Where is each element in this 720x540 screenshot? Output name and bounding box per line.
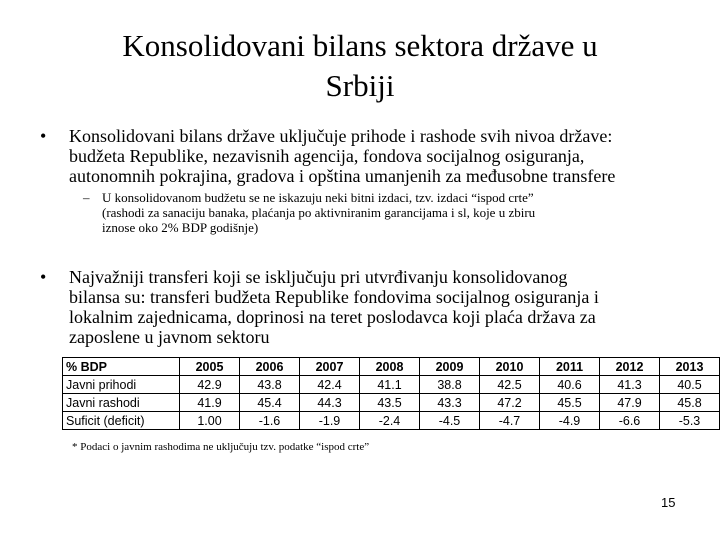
table-row	[63, 412, 720, 430]
table-cell: 44.3	[300, 394, 360, 412]
bullet-consolidated-balance	[40, 126, 680, 186]
year-header: 2010	[480, 358, 540, 376]
slide-title	[60, 26, 660, 106]
table-cell: 38.8	[420, 376, 480, 394]
table-cell: -1.9	[300, 412, 360, 430]
bullet-excluded-transfers	[40, 267, 680, 347]
year-header: 2008	[360, 358, 420, 376]
subbullet-line: iznose oko 2% BDP godišnje)	[102, 220, 259, 235]
subbullet-below-the-line	[83, 190, 683, 235]
year-header: 2005	[180, 358, 240, 376]
slide-title-line-2: Srbiji	[325, 68, 395, 103]
bullet-text	[69, 126, 680, 186]
table-cell: 45.8	[660, 394, 720, 412]
bullet-line: bilansa su: transferi budžeta Republike fondovima socijalnog osiguranja i	[69, 287, 599, 307]
table-cell: -6.6	[600, 412, 660, 430]
bullet-line: lokalnim zajednicama, doprinosi na teret poslodavca koji plaća država za	[69, 307, 596, 327]
bullet-line: budžeta Republike, nezavisnih agencija, fondova socijalnog osiguranja,	[69, 146, 585, 166]
table-cell: 45.4	[240, 394, 300, 412]
gdp-balance-table	[62, 357, 720, 430]
year-header: 2012	[600, 358, 660, 376]
table-cell: 42.4	[300, 376, 360, 394]
bullet-marker: •	[40, 267, 47, 287]
table-cell: 43.3	[420, 394, 480, 412]
table-row	[63, 376, 720, 394]
table-cell: 42.5	[480, 376, 540, 394]
year-header: 2009	[420, 358, 480, 376]
bullet-line: autonomnih pokrajina, gradova i opština umanjenih za međusobne transfere	[69, 166, 616, 186]
table-cell: -4.5	[420, 412, 480, 430]
table-cell: 41.1	[360, 376, 420, 394]
table-row	[63, 394, 720, 412]
table-cell: -2.4	[360, 412, 420, 430]
year-header: 2006	[240, 358, 300, 376]
subbullet-line: (rashodi za sanaciju banaka, plaćanja po aktivniranim garancijama i sl, koje u zbiru	[102, 205, 536, 220]
row-label: Javni rashodi	[63, 394, 180, 412]
table-cell: 41.3	[600, 376, 660, 394]
subbullet-marker: –	[83, 190, 90, 205]
table-cell: -1.6	[240, 412, 300, 430]
table-footnote: * Podaci o javnim rashodima ne uključuju tzv. podatke “ispod crte”	[72, 441, 370, 453]
table-cell: 1.00	[180, 412, 240, 430]
bullet-line: Konsolidovani bilans države uključuje prihode i rashode svih nivoa države:	[69, 126, 613, 146]
bullet-line: Najvažniji transferi koji se isključuju pri utvrđivanju konsolidovanog	[69, 267, 568, 287]
bullet-text	[69, 267, 680, 347]
table-cell: -4.9	[540, 412, 600, 430]
bullet-marker: •	[40, 126, 47, 146]
year-header: 2013	[660, 358, 720, 376]
table-cell: -5.3	[660, 412, 720, 430]
table-cell: -4.7	[480, 412, 540, 430]
table-cell: 42.9	[180, 376, 240, 394]
table-cell: 45.5	[540, 394, 600, 412]
table-cell: 47.2	[480, 394, 540, 412]
row-label: Suficit (deficit)	[63, 412, 180, 430]
page-number: 15	[661, 495, 676, 510]
year-header: 2011	[540, 358, 600, 376]
table-cell: 47.9	[600, 394, 660, 412]
row-label: Javni prihodi	[63, 376, 180, 394]
subbullet-line: U konsolidovanom budžetu se ne iskazuju neki bitni izdaci, tzv. izdaci “ispod crte”	[102, 190, 534, 205]
year-header: 2007	[300, 358, 360, 376]
table-cell: 40.5	[660, 376, 720, 394]
table-cell: 43.5	[360, 394, 420, 412]
table-corner-header: % BDP	[63, 358, 180, 376]
table-cell: 43.8	[240, 376, 300, 394]
table-cell: 40.6	[540, 376, 600, 394]
bullet-line: zaposlene u javnom sektoru	[69, 327, 270, 347]
table-header-row	[63, 358, 720, 376]
slide-title-line-1: Konsolidovani bilans sektora države u	[122, 28, 598, 63]
table-cell: 41.9	[180, 394, 240, 412]
subbullet-text	[102, 190, 683, 235]
